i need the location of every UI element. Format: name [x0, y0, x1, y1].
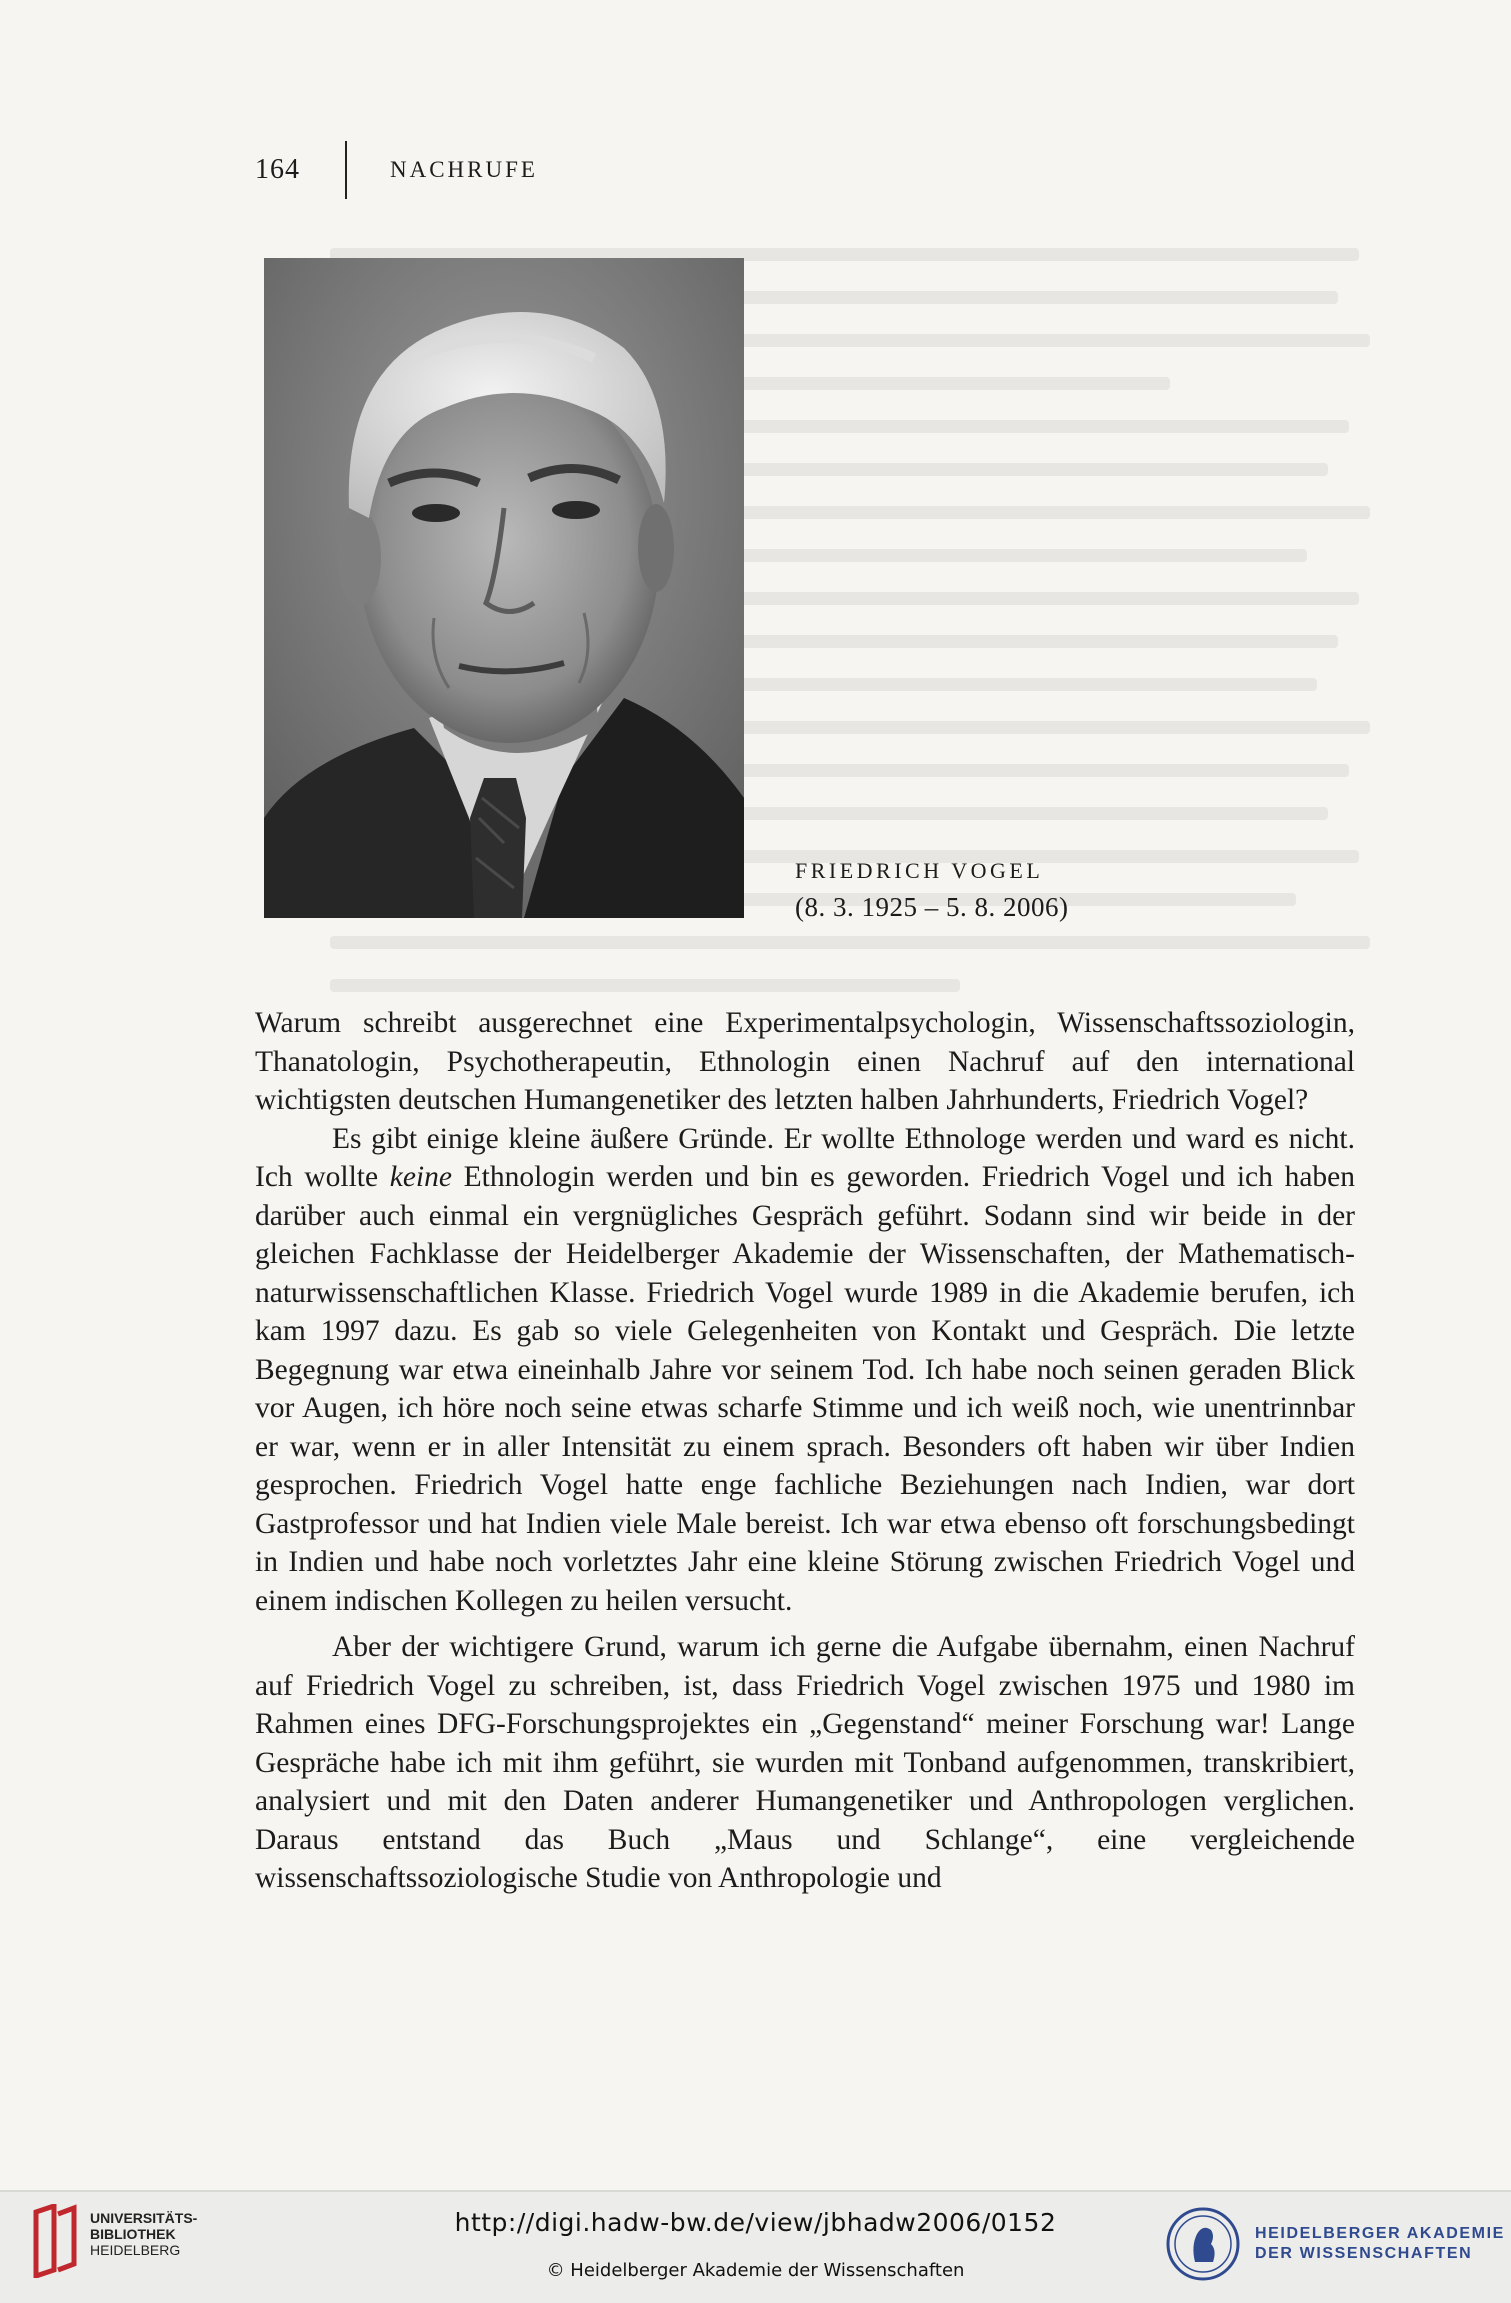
paragraph-2-text-a: Es gibt einige kleine äußere Gründe. Er wollte Ethnologe werden und ward es nicht. Ich wollte [255, 1122, 1355, 1193]
running-head [255, 152, 538, 188]
caption-name: FRIEDRICH VOGEL [795, 858, 1044, 883]
header-divider [345, 141, 347, 199]
paragraph-1: Warum schreibt ausgerechnet eine Experimentalpsychologin, Wissenschaftssoziologin, Thanatologin, Psychotherapeutin, Ethnologin einen Nachruf auf den international wichtigsten deutschen Humangenetiker des letzten halben Jahrhunderts, Friedrich Vogel? [255, 1007, 1355, 1116]
academy-name-line2: DER WISSENSCHAFTEN [1255, 2245, 1473, 2262]
permalink-url[interactable]: http://digi.hadw-bw.de/view/jbhadw2006/0152 [454, 2208, 1057, 2237]
library-name-line3: HEIDELBERG [90, 2242, 181, 2258]
paragraph-2 [255, 1120, 1355, 1621]
portrait-photo [264, 258, 744, 918]
academy-name [1255, 2224, 1505, 2264]
library-name-line1: UNIVERSITÄTS- [90, 2210, 198, 2226]
section-title: NACHRUFE [390, 157, 538, 182]
library-name-line2: BIBLIOTHEK [90, 2226, 176, 2242]
viewer-footer [0, 2190, 1511, 2303]
caption-dates: (8. 3. 1925 – 5. 8. 2006) [795, 892, 1069, 922]
academy-seal-icon [1165, 2206, 1241, 2282]
paragraph-3: Aber der wichtigere Grund, warum ich gerne die Aufgabe übernahm, einen Nachruf auf Friedrich Vogel zu schreiben, ist, dass Friedrich Vogel zwischen 1975 und 1980 im Rahmen eines DFG-Forschungsprojektes ein „Gegenstand“ meiner Forschung war! Lange Gespräche habe ich mit ihm geführt, sie wurden mit Tonband aufgenommen, transkribiert, analysiert und mit den Daten anderer Humangenetiker und Anthropologen verglichen. Daraus entstand das Buch „Maus und Schlange“, eine vergleichende wissenschaftssoziologische Studie von Anthropologie und [255, 1631, 1355, 1894]
academy-logo[interactable] [1165, 2206, 1505, 2282]
portrait-image [264, 258, 744, 918]
copyright-notice: © Heidelberger Akademie der Wissenschaften [546, 2260, 965, 2281]
article-body [255, 1004, 1355, 1898]
paragraph-2-emphasis: keine [389, 1161, 452, 1193]
paragraph-2-text-b: Ethnologin werden und bin es geworden. Friedrich Vogel und ich haben darüber auch einmal ein vergnügliches Gespräch geführt. Sodann sind wir beide in der gleichen Fachklasse der Heidelberger Akademie der Wissenschaften, der Mathematisch-naturwissenschaftlichen Klasse. Friedrich Vogel wurde 1989 in die Akademie berufen, ich kam 1997 dazu. Es gab so viele Gelegenheiten von Kontakt und Gespräch. Die letzte Begegnung war etwa eineinhalb Jahre vor seinem Tod. Ich habe noch seinen geraden Blick vor Augen, ich höre noch seine etwas scharfe Stimme und ich weiß noch, wie unentrinnbar er war, wenn er in aller Intensität zu einem sprach. Besonders oft haben wir über Indien gesprochen. Friedrich Vogel hatte enge fachliche Beziehungen nach Indien, war dort Gastprofessor und hat Indien viele Male bereist. Ich war etwa ebenso oft forschungsbedingt in Indien und habe noch vorletztes Jahr eine kleine Störung zwischen Friedrich Vogel und einem indischen Kollegen zu heilen versucht. [255, 1161, 1356, 1617]
academy-name-line1: HEIDELBERGER AKADEMIE [1255, 2225, 1505, 2242]
photo-caption [795, 858, 1068, 923]
page-number: 164 [255, 154, 300, 185]
